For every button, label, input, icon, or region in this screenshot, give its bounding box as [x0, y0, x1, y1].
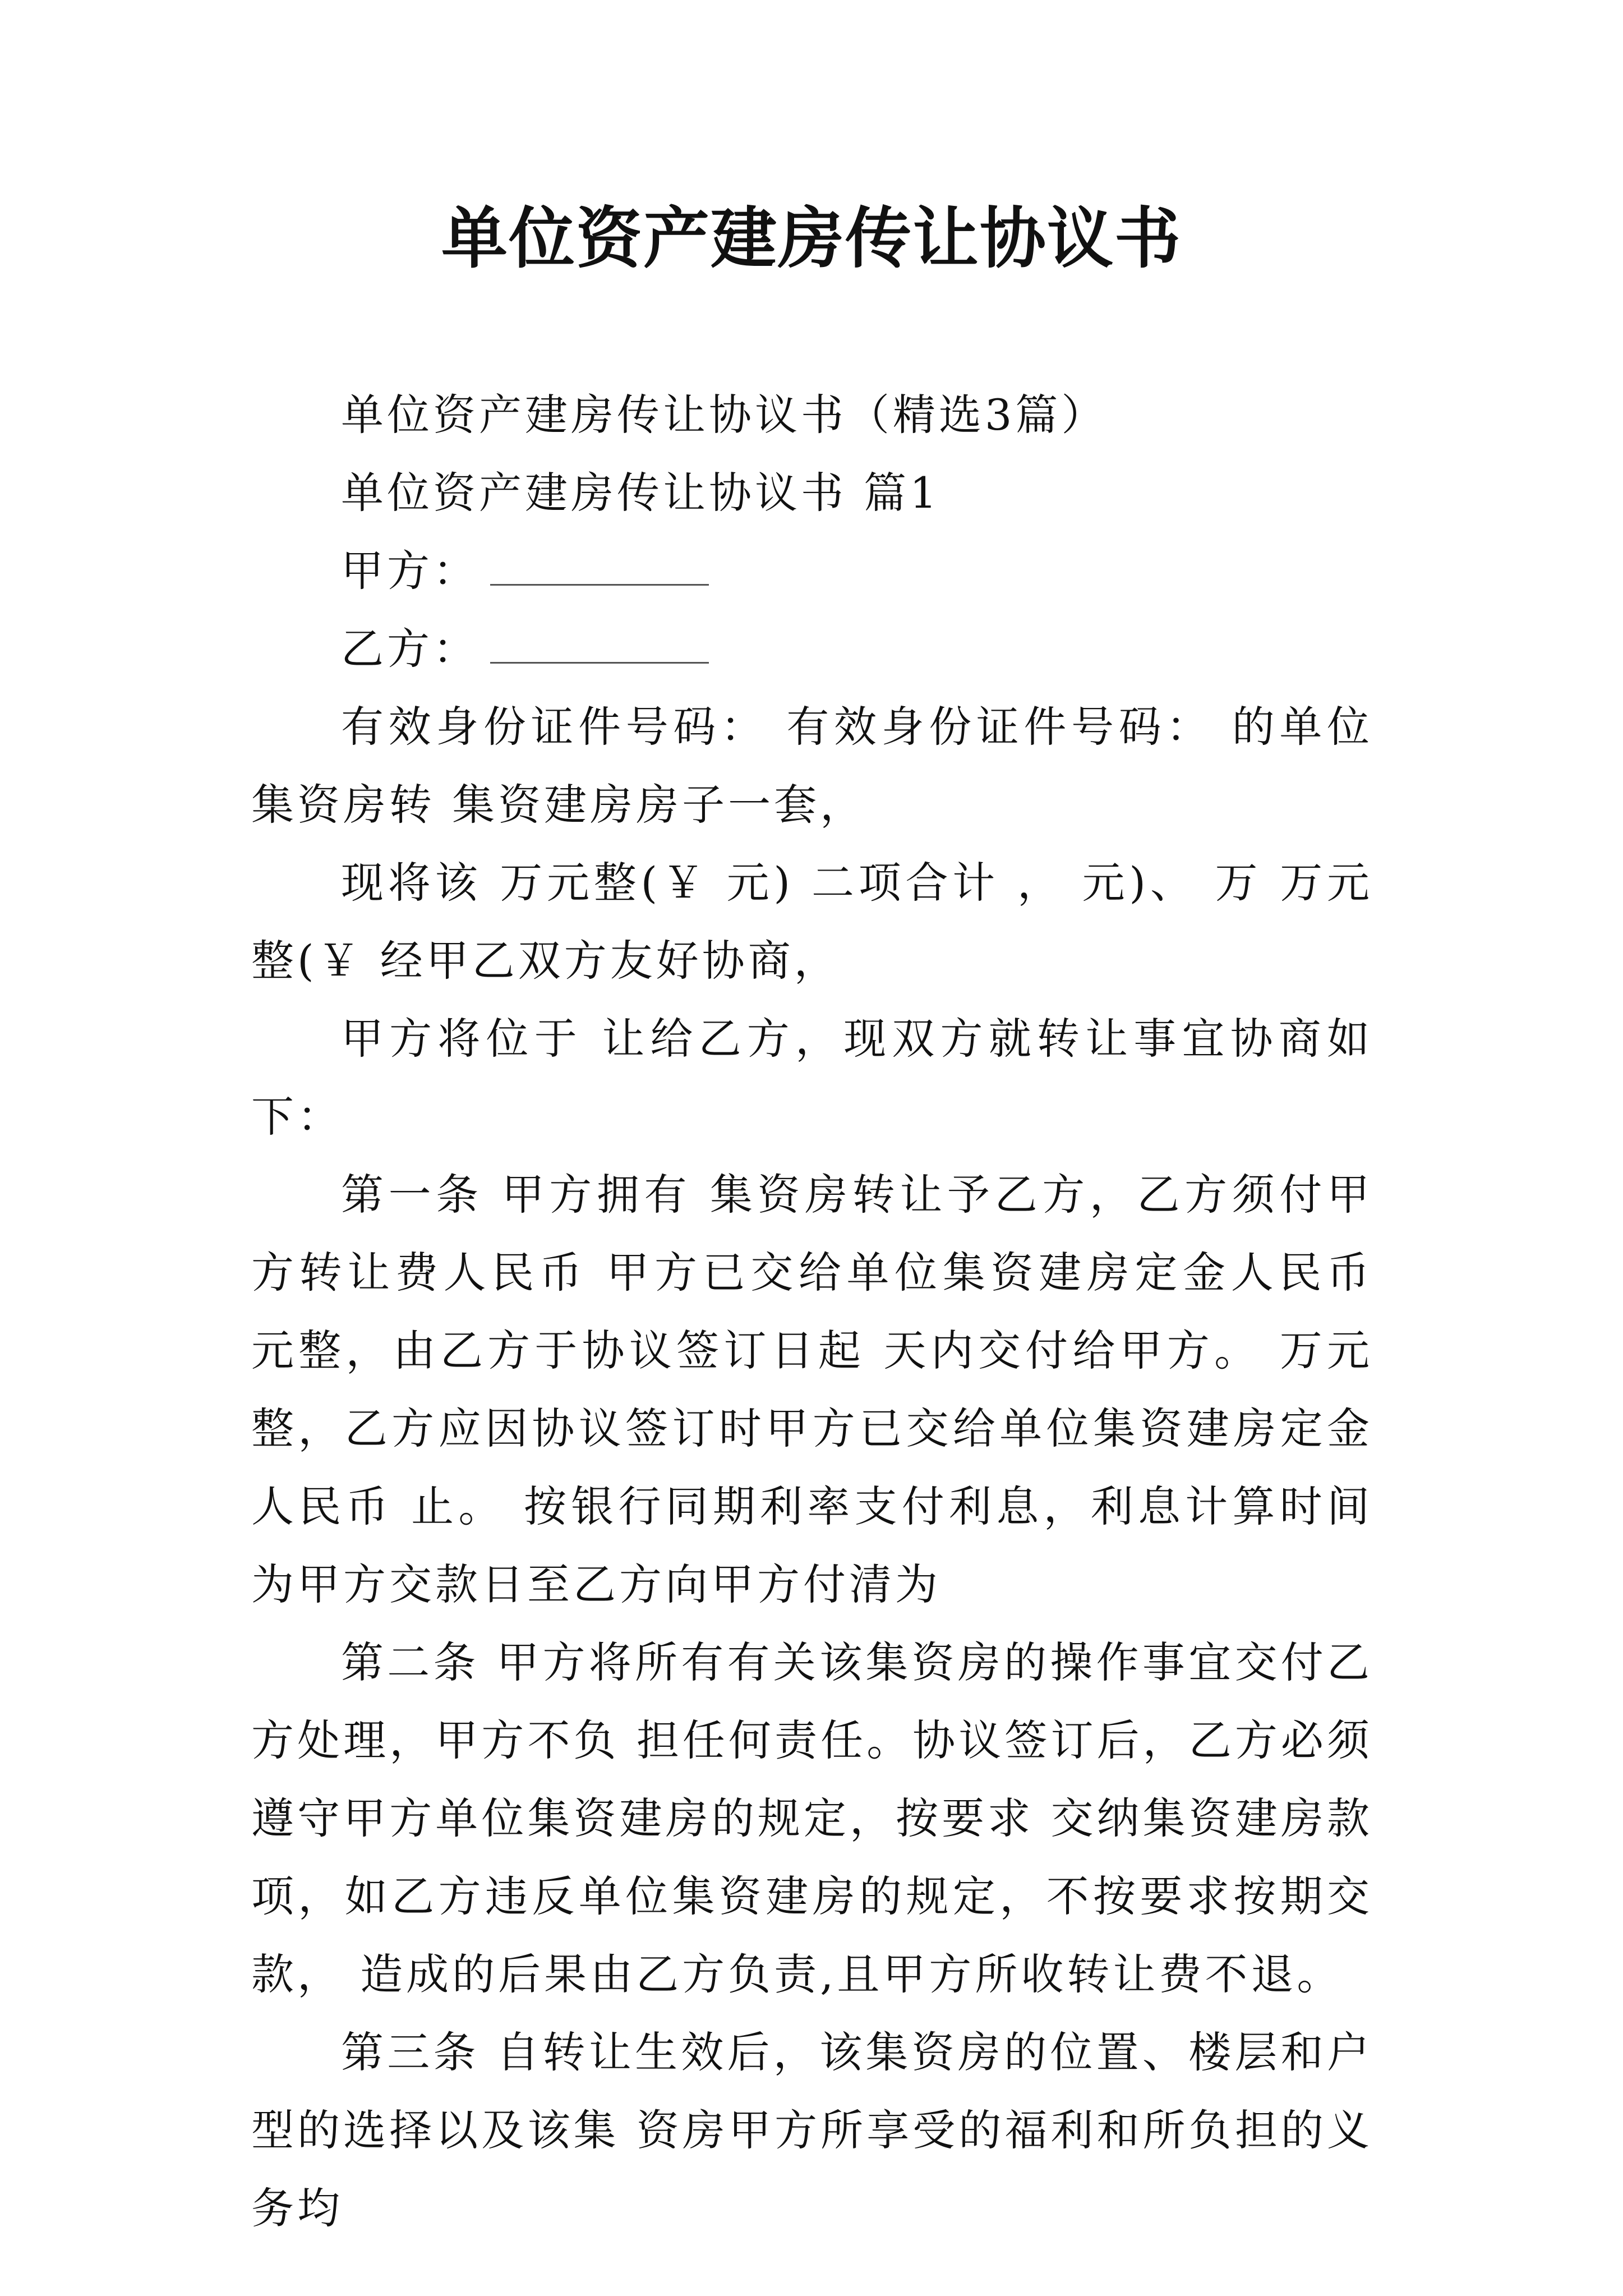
paragraph-price-summary: 现将该 万元整(￥ 元) 二项合计 ， 元)、 万 万元整(￥ 经甲乙双方友好协商，	[251, 858, 1373, 986]
paragraph-article-1: 第一条 甲方拥有 集资房转让予乙方，乙方须付甲方转让费人民币 甲方已交给单位集资建房定金人民币 元整，由乙方于协议签订日起 天内交付给甲方。 万元整，乙方应因协议签订时甲方已交给单位集资建房定金人民币 止。 按银行同期利率支付利息，利息计算时间为甲方交款日至乙方向甲方付清为	[251, 1170, 1373, 1609]
section-heading: 单位资产建房传让协议书 篇1	[341, 468, 940, 518]
party-b-blank	[490, 628, 709, 664]
document-title: 单位资产建房传让协议书	[441, 199, 1182, 277]
paragraph-location: 甲方将位于 让给乙方，现双方就转让事宜协商如下：	[251, 1014, 1373, 1142]
paragraph-id-numbers: 有效身份证件号码： 有效身份证件号码： 的单位集资房转 集资建房房子一套，	[251, 702, 1373, 830]
party-a-label: 甲方：	[341, 546, 479, 596]
party-b-line	[251, 610, 1373, 688]
party-a-blank	[490, 550, 709, 586]
party-b-label: 乙方：	[341, 624, 479, 674]
party-a-line	[251, 532, 1373, 610]
subtitle: 单位资产建房传让协议书（精选3篇）	[341, 390, 1108, 440]
paragraph-article-2: 第二条 甲方将所有有关该集资房的操作事宜交付乙方处理，甲方不负 担任何责任。协议签订后，乙方必须遵守甲方单位集资建房的规定，按要求 交纳集资建房款项，如乙方违反单位集资建房的规定，不按要求按期交款， 造成的后果由乙方负责,且甲方所收转让费不退。	[251, 1637, 1373, 1999]
document-body	[251, 376, 1373, 2247]
paragraph-article-3: 第三条 自转让生效后，该集资房的位置、楼层和户型的选择以及该集 资房甲方所享受的福利和所负担的义务均	[251, 2027, 1373, 2233]
